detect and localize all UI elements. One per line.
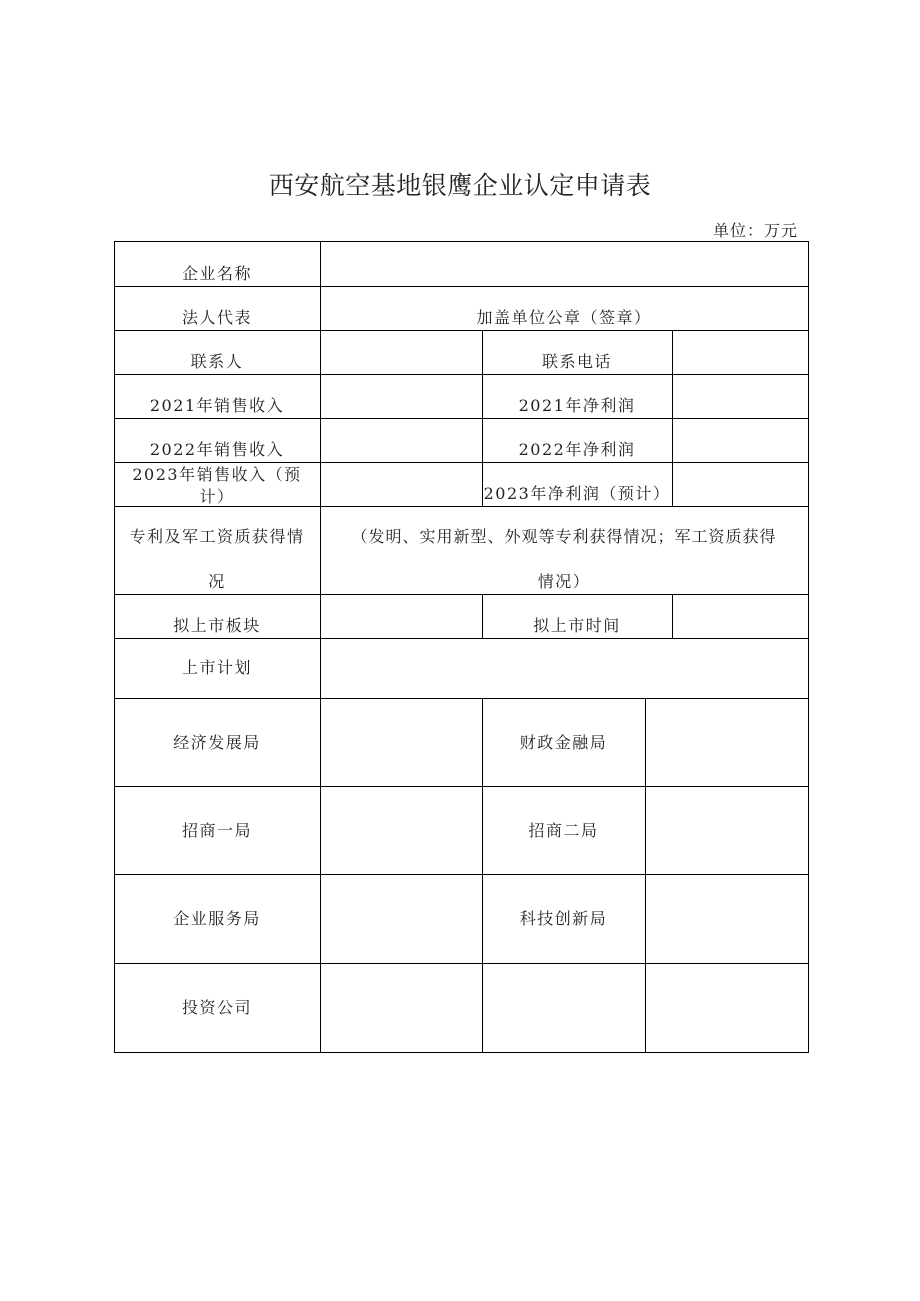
invest-bureau-1-opinion[interactable] xyxy=(321,787,482,874)
tech-innovation-opinion[interactable] xyxy=(646,875,808,963)
listing-time-label: 拟上市时间 xyxy=(533,616,621,635)
phone-field[interactable] xyxy=(673,331,808,374)
profit-2021-label: 2021年净利润 xyxy=(518,396,636,415)
profit-2022-label: 2022年净利润 xyxy=(518,440,636,459)
tech-innovation-label: 科技创新局 xyxy=(519,909,608,928)
finance-label: 财政金融局 xyxy=(519,733,608,752)
page-title: 西安航空基地银鹰企业认定申请表 xyxy=(268,171,652,200)
patent-label: 专利及军工资质获得情 xyxy=(129,527,305,546)
sales-2021-field[interactable] xyxy=(321,375,482,418)
phone-label: 联系电话 xyxy=(541,352,612,371)
listing-board-label: 拟上市板块 xyxy=(173,616,261,635)
empty-cell xyxy=(646,964,808,1052)
invest-bureau-2-opinion[interactable] xyxy=(646,787,808,874)
table-border-bottom xyxy=(114,1052,809,1053)
contact-field[interactable] xyxy=(321,331,482,374)
company-name-label: 企业名称 xyxy=(181,264,252,283)
profit-2023-field[interactable] xyxy=(673,463,808,506)
economic-dev-opinion[interactable] xyxy=(321,699,482,786)
patent-hint: （发明、实用新型、外观等专利获得情况；军工资质获得 xyxy=(351,527,777,546)
row-divider xyxy=(114,286,809,287)
investment-company-opinion[interactable] xyxy=(321,964,482,1052)
patent-hint-cont: 情况） xyxy=(537,572,591,591)
sales-2021-label: 2021年销售收入 xyxy=(149,396,285,415)
sales-2023-label-cont: 计） xyxy=(199,487,235,506)
invest-bureau-2-label: 招商二局 xyxy=(528,821,599,840)
stamp-note: 加盖单位公章（签章） xyxy=(476,308,652,327)
sales-2023-field[interactable] xyxy=(321,463,482,506)
economic-dev-label: 经济发展局 xyxy=(173,733,261,752)
listing-time-field[interactable] xyxy=(673,595,808,638)
company-name-field[interactable] xyxy=(321,242,808,286)
profit-2023-label: 2023年净利润（预计） xyxy=(483,484,671,503)
profit-2021-field[interactable] xyxy=(673,375,808,418)
enterprise-service-label: 企业服务局 xyxy=(173,909,261,928)
sales-2022-field[interactable] xyxy=(321,419,482,462)
listing-board-field[interactable] xyxy=(321,595,482,638)
legal-rep-label: 法人代表 xyxy=(181,308,252,327)
patent-label-cont: 况 xyxy=(208,572,226,591)
enterprise-service-opinion[interactable] xyxy=(321,875,482,963)
listing-plan-field[interactable] xyxy=(321,639,808,698)
table-border-right xyxy=(808,241,809,1053)
investment-company-label: 投资公司 xyxy=(181,998,252,1017)
sales-2022-label: 2022年销售收入 xyxy=(149,440,285,459)
sales-2023-label: 2023年销售收入（预 xyxy=(132,465,302,484)
listing-plan-label: 上市计划 xyxy=(181,658,252,677)
profit-2022-field[interactable] xyxy=(673,419,808,462)
contact-label: 联系人 xyxy=(190,352,244,371)
unit-note: 单位：万元 xyxy=(712,221,798,240)
finance-opinion[interactable] xyxy=(646,699,808,786)
empty-cell xyxy=(483,964,645,1052)
invest-bureau-1-label: 招商一局 xyxy=(181,821,252,840)
